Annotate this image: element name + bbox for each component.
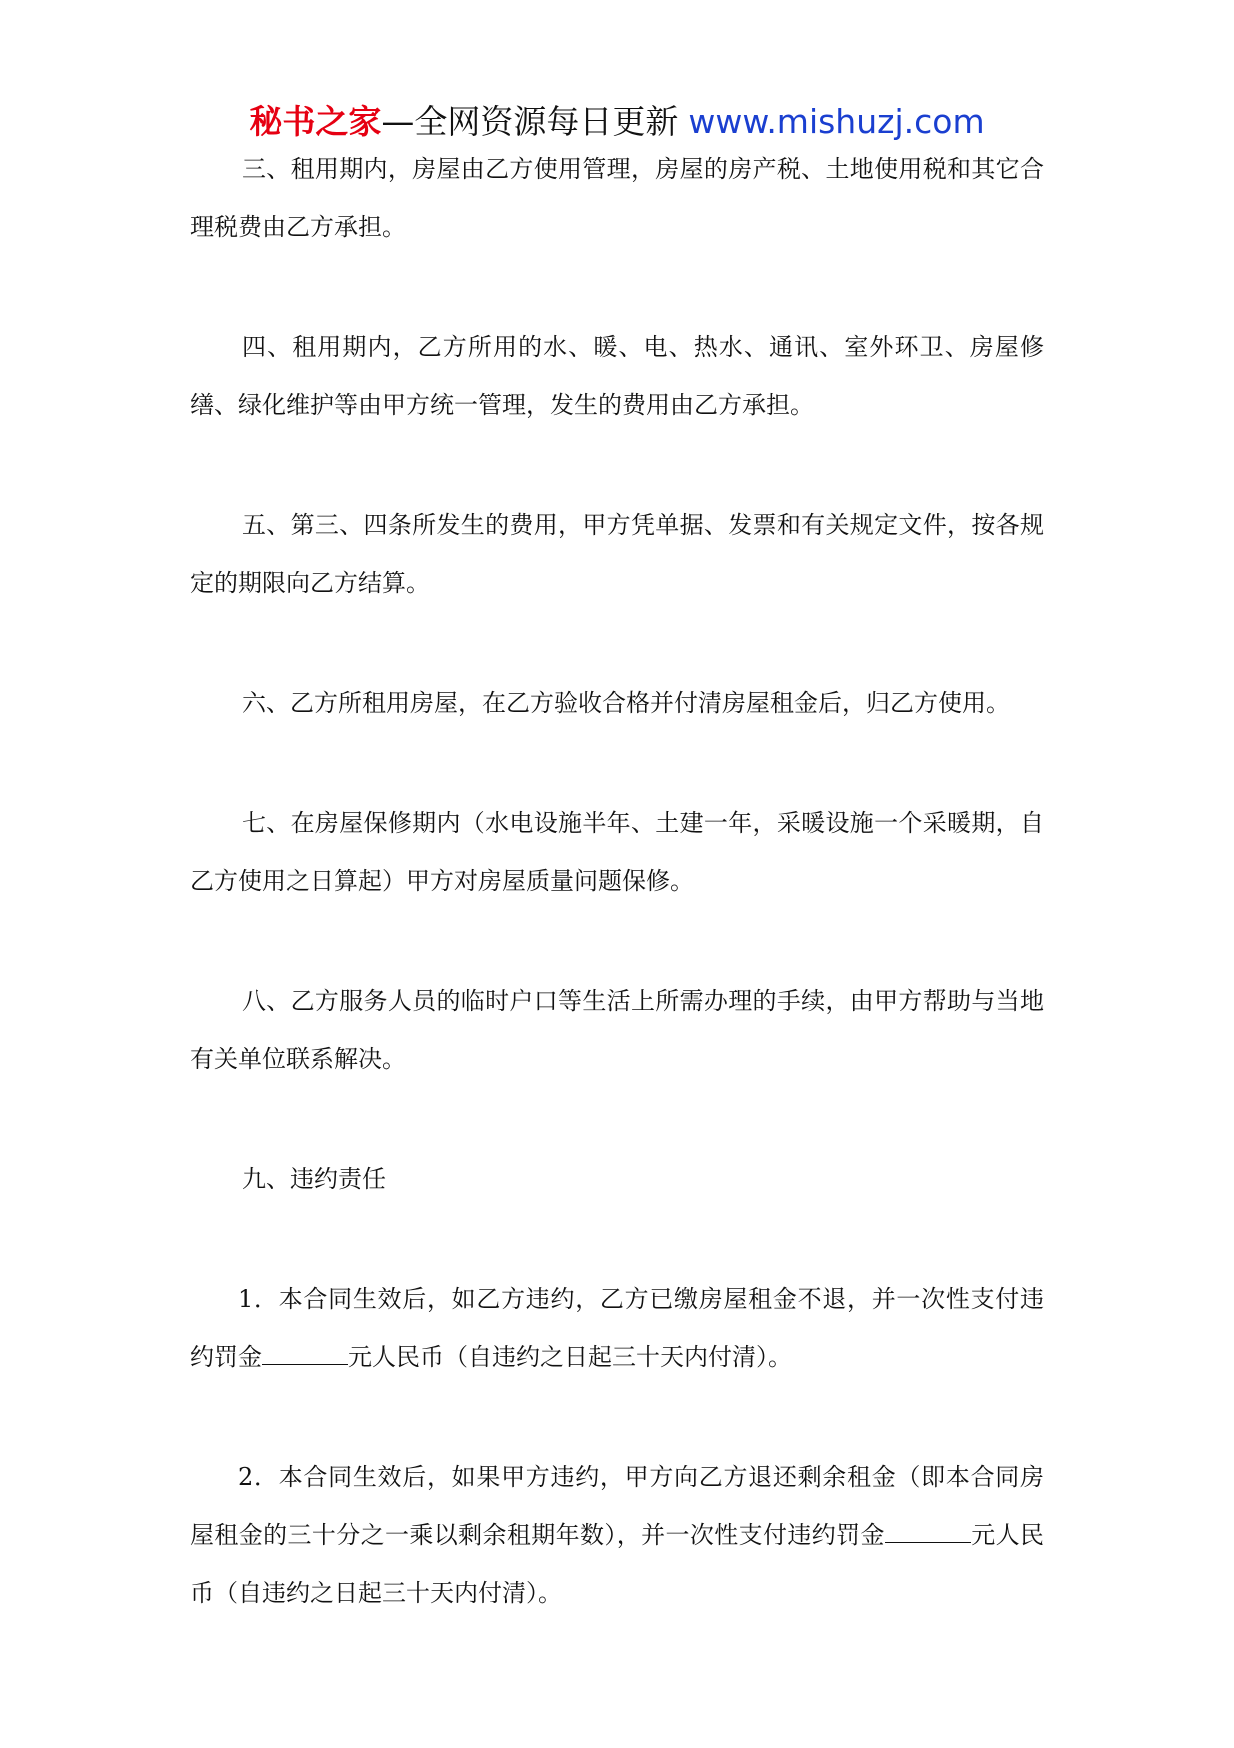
header-slogan: —全网资源每日更新 — [381, 102, 679, 141]
clause-6: 六、乙方所租用房屋，在乙方验收合格并付清房屋租金后，归乙方使用。 — [242, 689, 1010, 717]
brand-name: 秘书之家 — [249, 102, 382, 141]
breach-item-1-text: 1．本合同生效后，如乙方违约，乙方已缴房屋租金不退，并一次性支付违约罚金 — [190, 1285, 1044, 1371]
penalty-amount-blank — [885, 1522, 971, 1543]
clause-5: 五、第三、四条所发生的费用，甲方凭单据、发票和有关规定文件，按各规定的期限向乙方结算。 — [190, 511, 1044, 597]
clause-7: 七、在房屋保修期内（水电设施半年、土建一年，采暖设施一个采暖期，自乙方使用之日算起）甲方对房屋质量问题保修。 — [190, 809, 1044, 895]
clause-3: 三、租用期内，房屋由乙方使用管理，房屋的房产税、土地使用税和其它合理税费由乙方承担。 — [190, 155, 1044, 241]
document-body — [190, 140, 1044, 1684]
breach-item-1 — [190, 1270, 1044, 1386]
page-header — [0, 102, 1234, 142]
breach-item-2-text: 2．本合同生效后，如果甲方违约，甲方向乙方退还剩余租金（即本合同房屋租金的三十分之一乘以剩余租期年数），并一次性支付违约罚金 — [190, 1463, 1044, 1549]
breach-item-2 — [190, 1448, 1044, 1622]
clause-9-heading: 九、违约责任 — [242, 1165, 386, 1193]
breach-item-2-tail: 元人民币（自违约之日起三十天内付清）。 — [190, 1521, 1044, 1607]
site-url: www.mishuzj.com — [688, 102, 985, 141]
breach-item-1-tail: 元人民币（自违约之日起三十天内付清）。 — [348, 1343, 792, 1371]
clause-4: 四、租用期内，乙方所用的水、暖、电、热水、通讯、室外环卫、房屋修缮、绿化维护等由甲方统一管理，发生的费用由乙方承担。 — [190, 333, 1044, 419]
clause-8: 八、乙方服务人员的临时户口等生活上所需办理的手续，由甲方帮助与当地有关单位联系解决。 — [190, 987, 1044, 1073]
penalty-amount-blank — [262, 1344, 348, 1365]
